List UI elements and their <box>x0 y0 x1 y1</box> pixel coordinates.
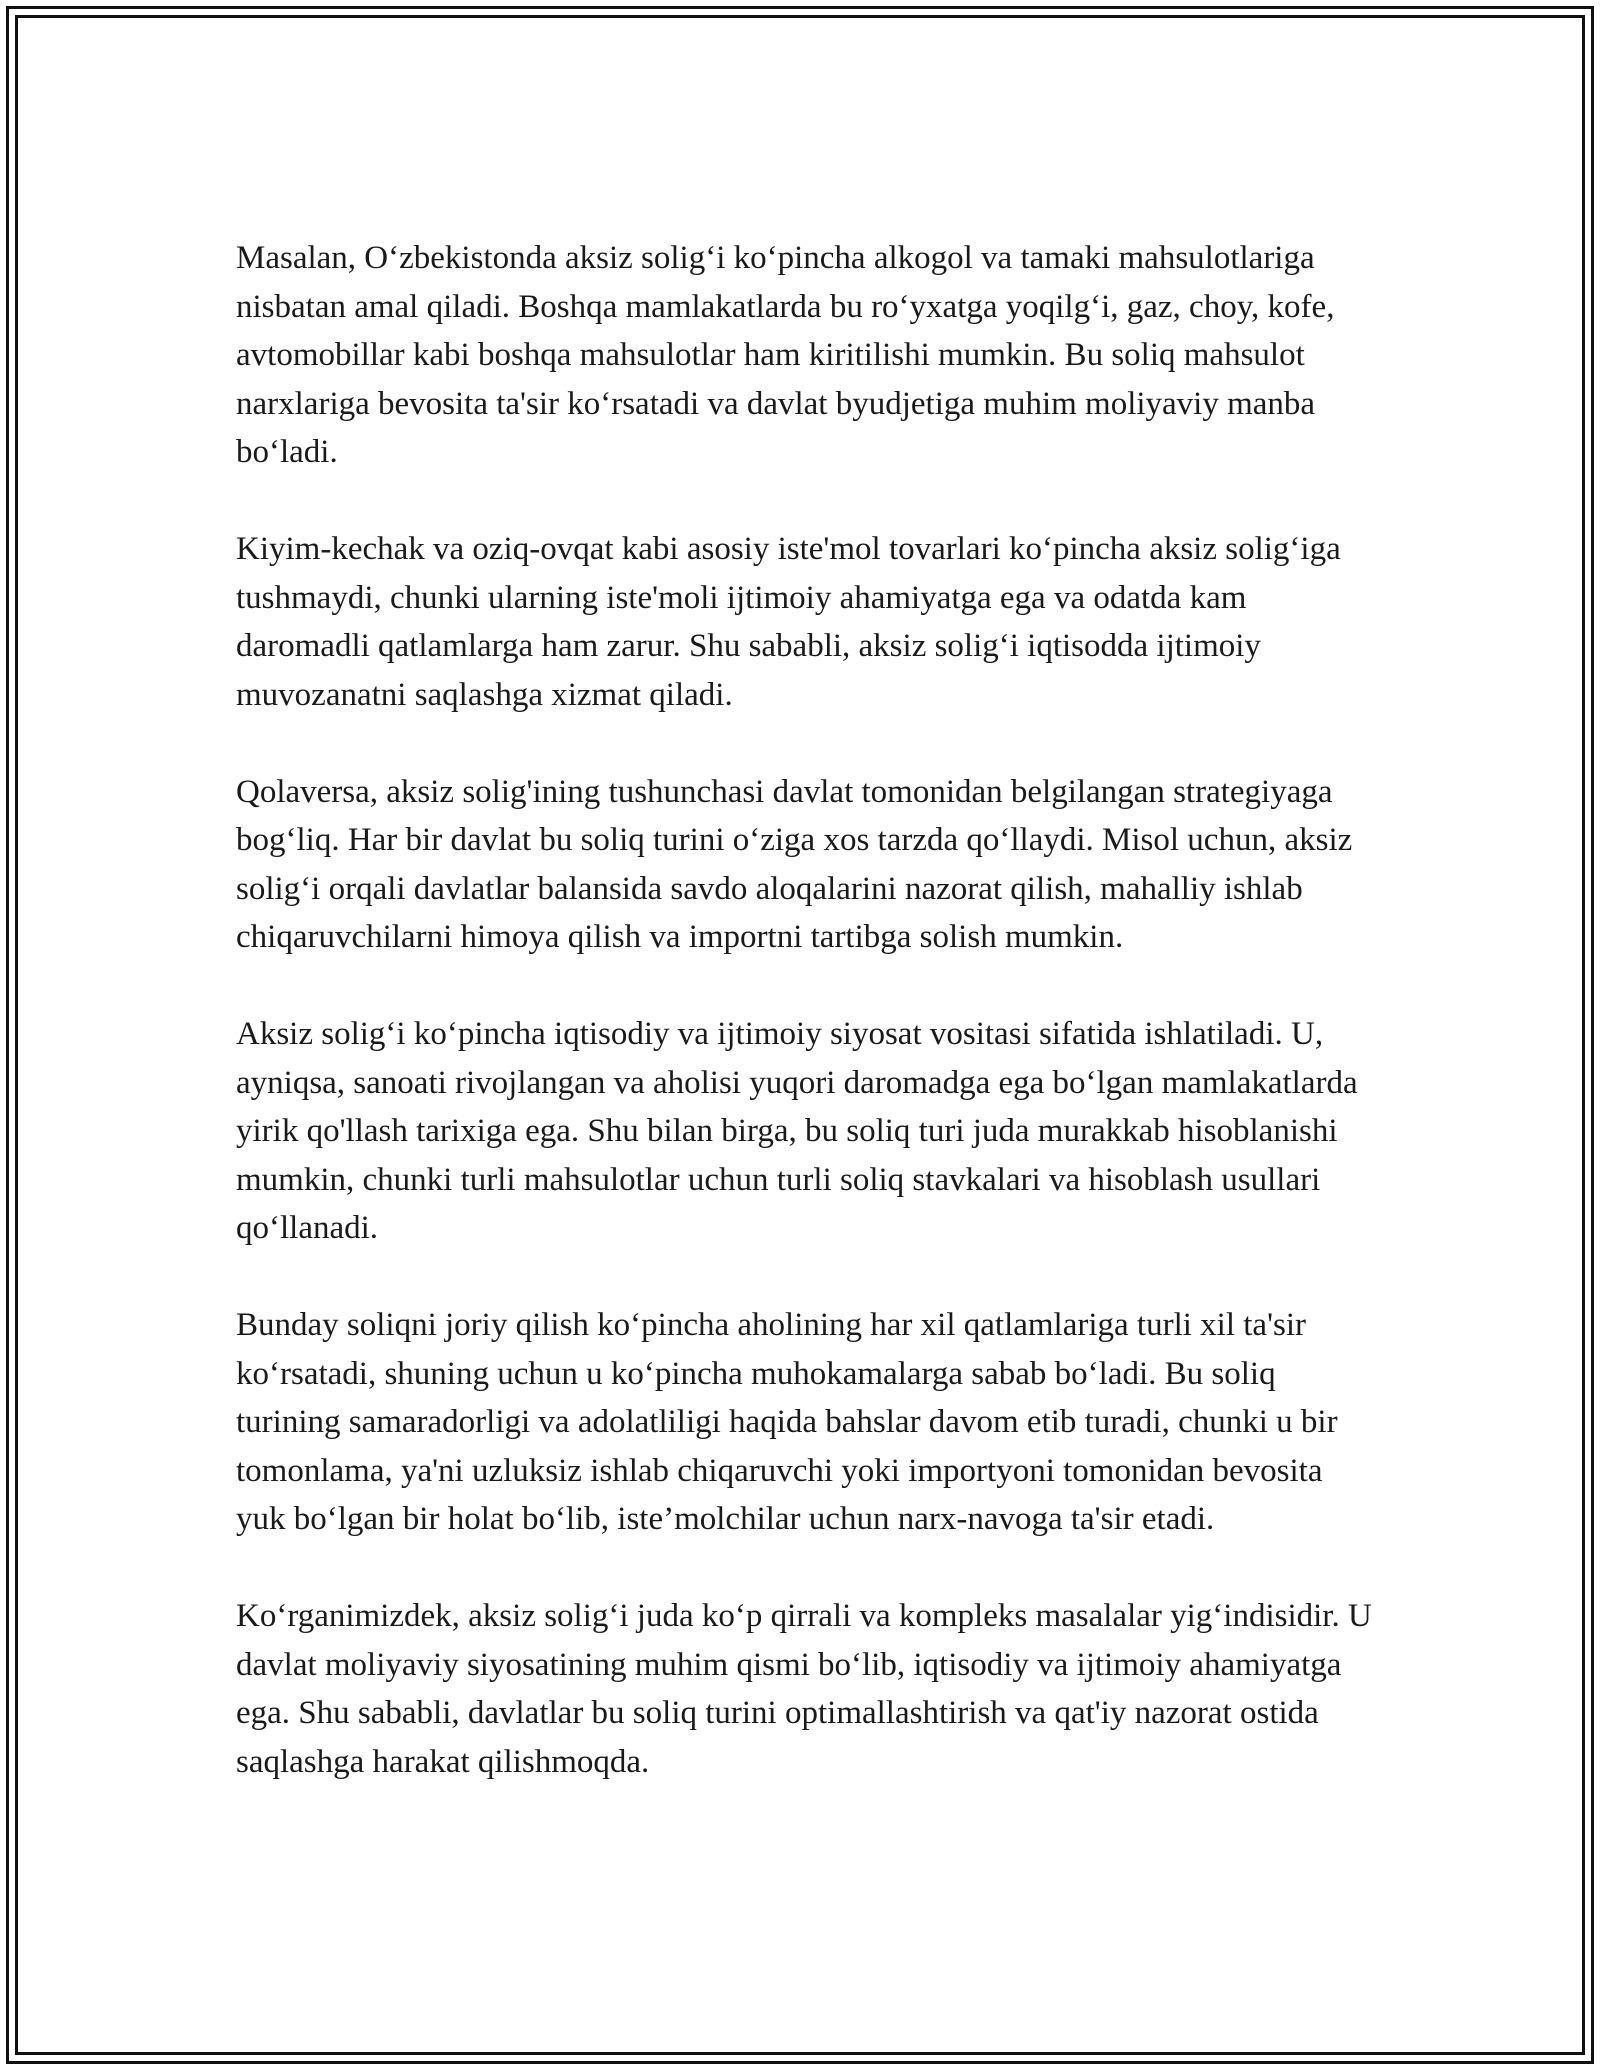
paragraph-4: Aksiz solig‘i ko‘pincha iqtisodiy va ijtimoiy siyosat vositasi sifatida ishlatiladi. U, ayniqsa, sanoati rivojlangan va aholisi yuqori daromadga ega bo‘lgan mamlakatlarda yirik qo'llash tarixiga ega. Shu bilan birga, bu soliq turi juda murakkab hisoblanishi mumkin, chunki turli mahsulotlar uchun turli soliq stavkalari va hisoblash usullari qo‘llanadi. <box>236 1016 1358 1246</box>
paragraph-1: Masalan, O‘zbekistonda aksiz solig‘i ko‘pincha alkogol va tamaki mahsulotlariga nisbatan amal qiladi. Boshqa mamlakatlarda bu ro‘yxatga yoqilg‘i, gaz, choy, kofe, avtomobillar kabi boshqa mahsulotlar ham kiritilishi mumkin. Bu soliq mahsulot narxlariga bevosita ta'sir ko‘rsatadi va davlat byudjetiga muhim moliyaviy manba bo‘ladi. <box>236 240 1335 470</box>
paragraph-6: Ko‘rganimizdek, aksiz solig‘i juda ko‘p qirrali va kompleks masalalar yig‘indisidir. U davlat moliyaviy siyosatining muhim qismi bo‘lib, iqtisodiy va ijtimoiy ahamiyatga ega. Shu sababli, davlatlar bu soliq turini optimallashtirish va qat'iy nazorat ostida saqlashga harakat qilishmoqda. <box>236 1598 1372 1780</box>
paragraph-2: Kiyim-kechak va oziq-ovqat kabi asosiy iste'mol tovarlari ko‘pincha aksiz solig‘iga tushmaydi, chunki ularning iste'moli ijtimoiy ahamiyatga ega va odatda kam daromadli qatlamlarga ham zarur. Shu sababli, aksiz solig‘i iqtisodda ijtimoiy muvozanatni saqlashga xizmat qiladi. <box>236 531 1341 713</box>
paragraph-3: Qolaversa, aksiz solig'ining tushunchasi davlat tomonidan belgilangan strategiyaga bog‘liq. Har bir davlat bu soliq turini o‘ziga xos tarzda qo‘llaydi. Misol uchun, aksiz solig‘i orqali davlatlar balansida savdo aloqalarini nazorat qilish, mahalliy ishlab chiqaruvchilarni himoya qilish va importni tartibga solish mumkin. <box>236 773 1353 955</box>
paragraph-5: Bunday soliqni joriy qilish ko‘pincha aholining har xil qatlamlariga turli xil ta'sir ko‘rsatadi, shuning uchun u ko‘pincha muhokamalarga sabab bo‘ladi. Bu soliq turining samaradorligi va adolatliligi haqida bahslar davom etib turadi, chunki u bir tomonlama, ya'ni uzluksiz ishlab chiqaruvchi yoki importyoni tomonidan bevosita yuk bo‘lgan bir holat bo‘lib, iste’molchilar uchun narx-navoga ta'sir etadi. <box>236 1307 1338 1537</box>
document-body <box>236 234 1376 1786</box>
